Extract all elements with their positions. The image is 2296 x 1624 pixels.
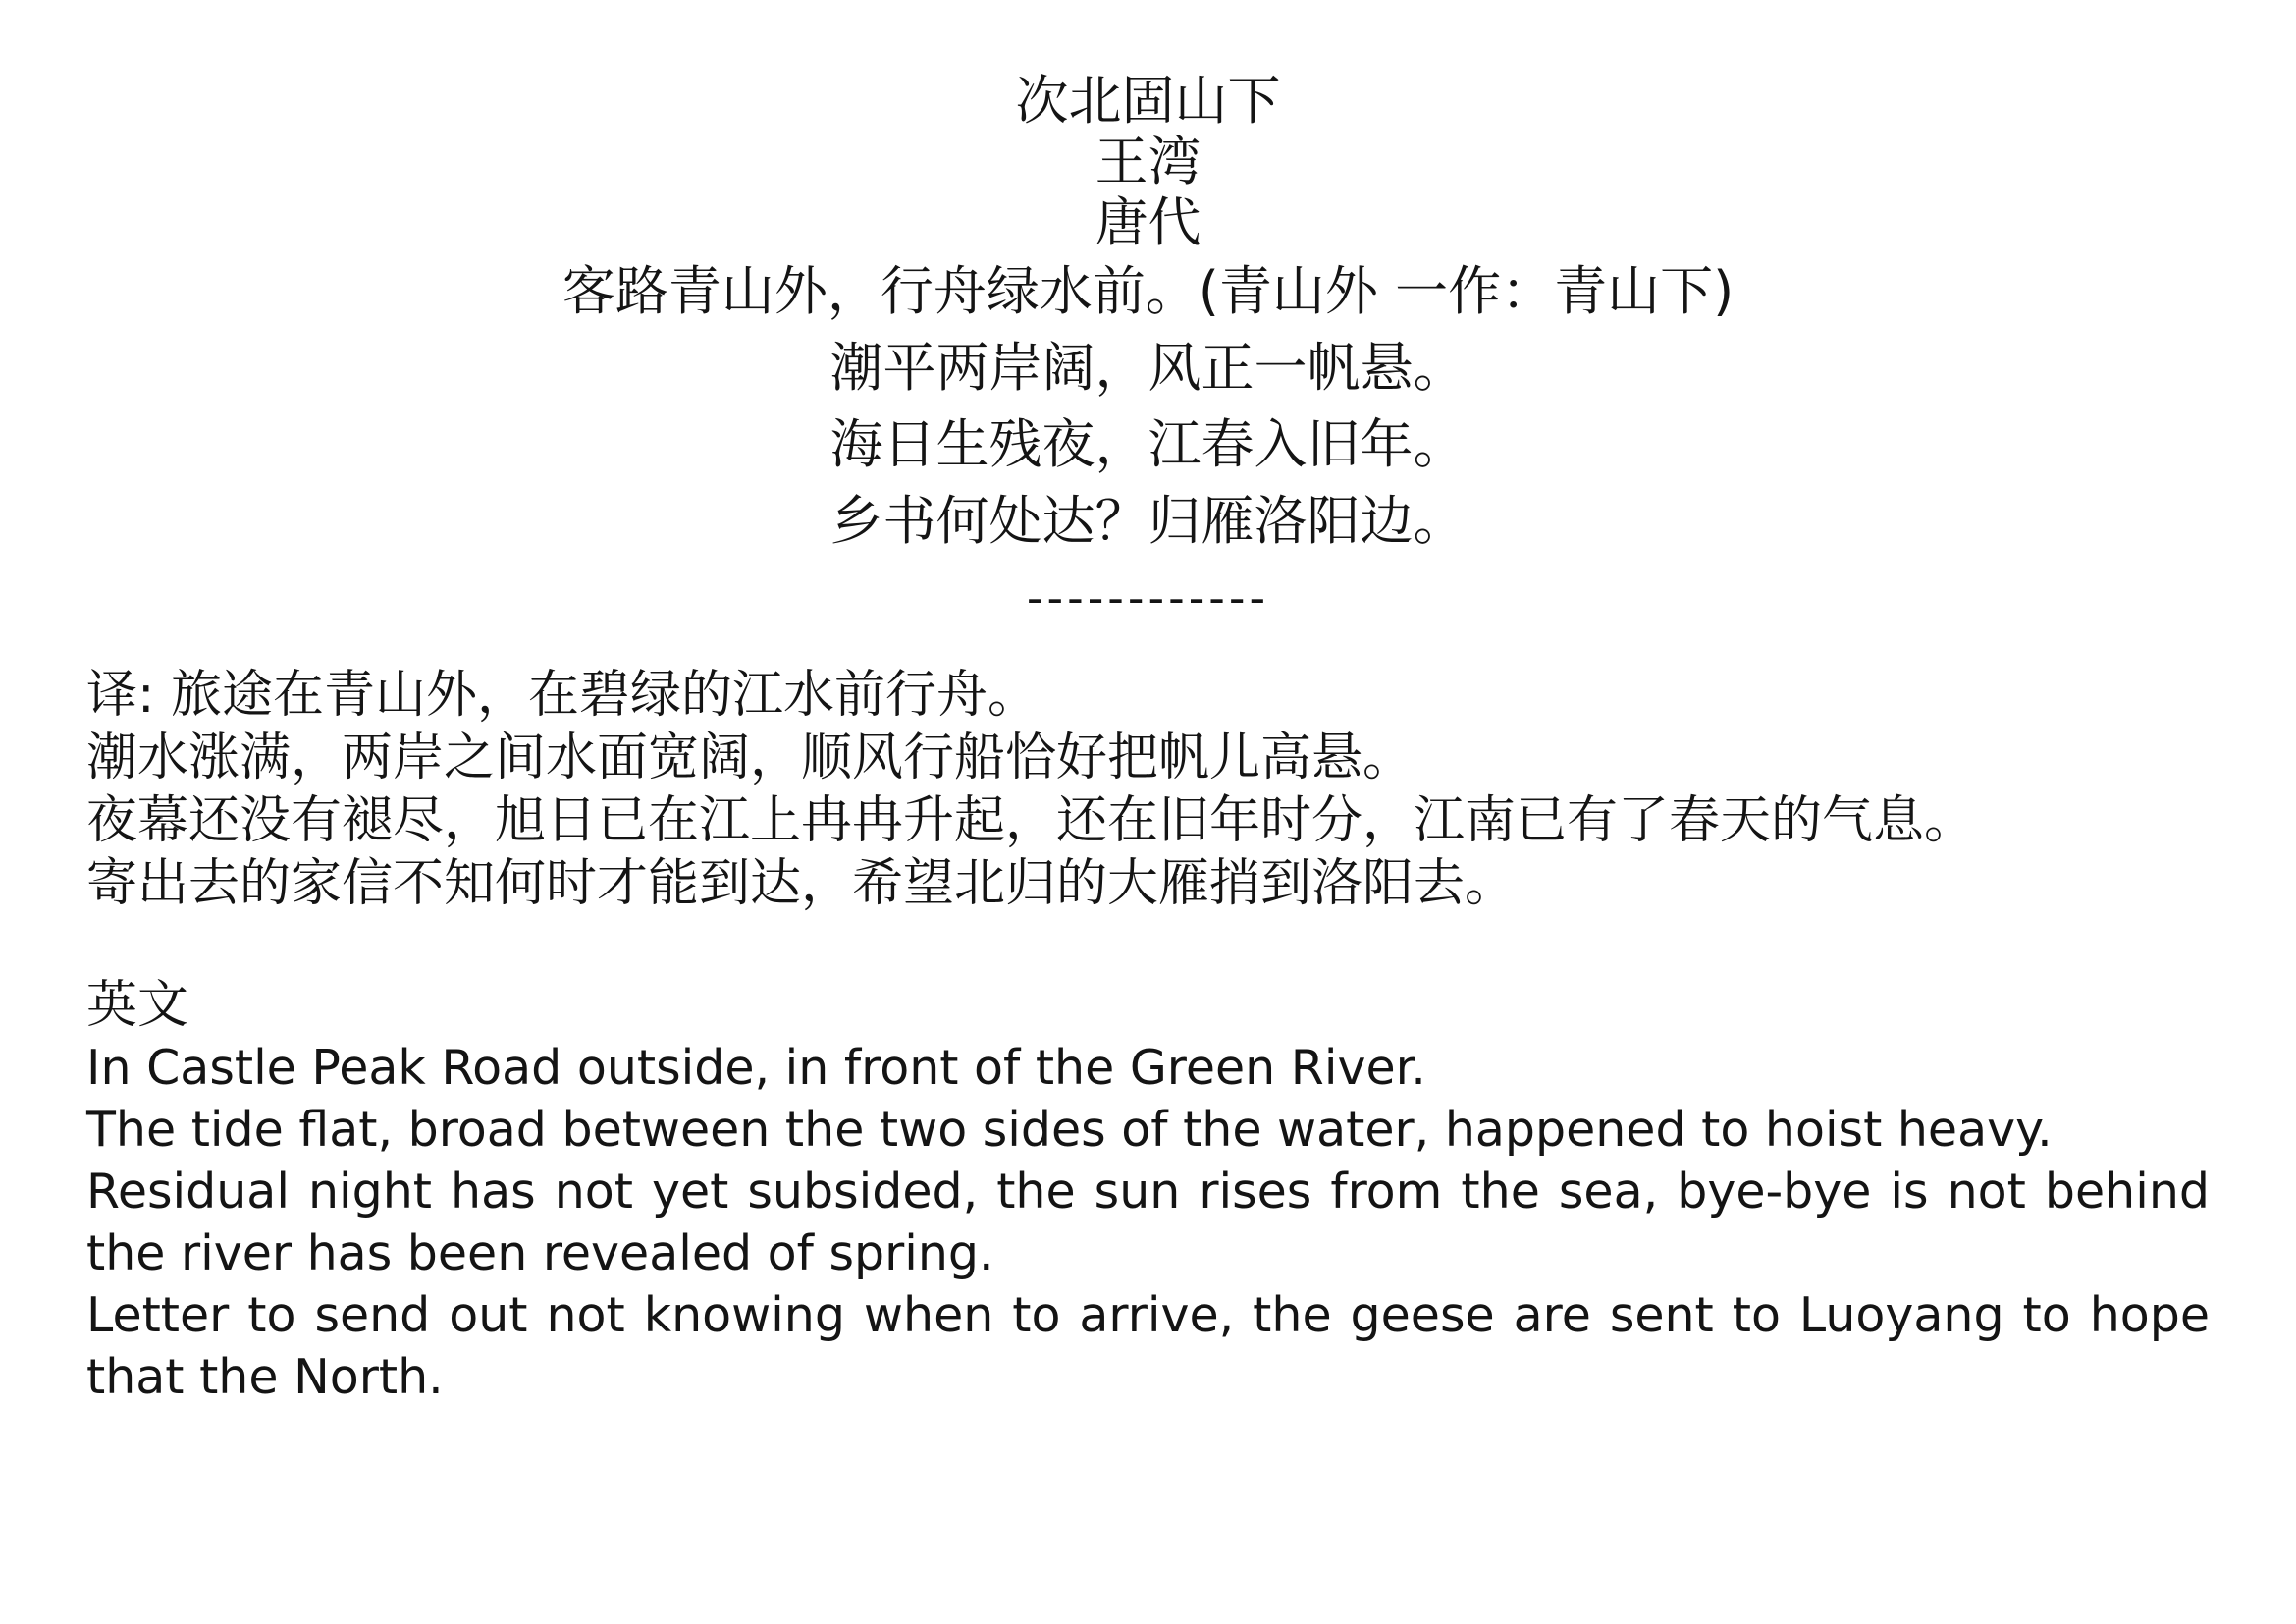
english-heading: 英文 [86, 976, 189, 1035]
poem-line: 乡书何处达？归雁洛阳边。 [829, 490, 1467, 552]
translation-line: 寄出去的家信不知何时才能到达，希望北归的大雁捎到洛阳去。 [86, 854, 1517, 913]
poem-line: 客路青山外，行舟绿水前。(青山外 一作：青山下) [561, 260, 1735, 322]
english-block [86, 1037, 2210, 1408]
poem-author: 王湾 [1095, 131, 1201, 192]
poem-block [0, 71, 2296, 636]
translation-line: 潮水涨满，两岸之间水面宽阔，顺风行船恰好把帆儿高悬。 [86, 729, 1415, 787]
english-paragraph: In Castle Peak Road outside, in front of the Green River. [86, 1040, 1426, 1096]
english-paragraph: Residual night has not yet subsided, the sun rises from the sea, bye-bye is not behind the river has been revealed of spring. [86, 1164, 2210, 1281]
english-paragraph: The tide flat, broad between the two sides of the water, happened to hoist heavy. [86, 1102, 2053, 1158]
poem-dynasty: 唐代 [1095, 191, 1201, 253]
translation-block [86, 664, 2210, 915]
poem-line: 海日生残夜，江春入旧年。 [829, 413, 1467, 475]
section-divider: ------------ [1026, 571, 1270, 624]
translation-line: 译: 旅途在青山外，在碧绿的江水前行舟。 [86, 666, 1040, 725]
english-paragraph: Letter to send out not knowing when to arrive, the geese are sent to Luoyang to hope that the North. [86, 1287, 2210, 1405]
translation-line: 夜幕还没有褪尽，旭日已在江上冉冉升起，还在旧年时分，江南已有了春天的气息。 [86, 791, 1976, 850]
poem-line: 潮平两岸阔，风正一帆悬。 [829, 337, 1467, 399]
poem-title: 次北固山下 [1015, 70, 1281, 132]
